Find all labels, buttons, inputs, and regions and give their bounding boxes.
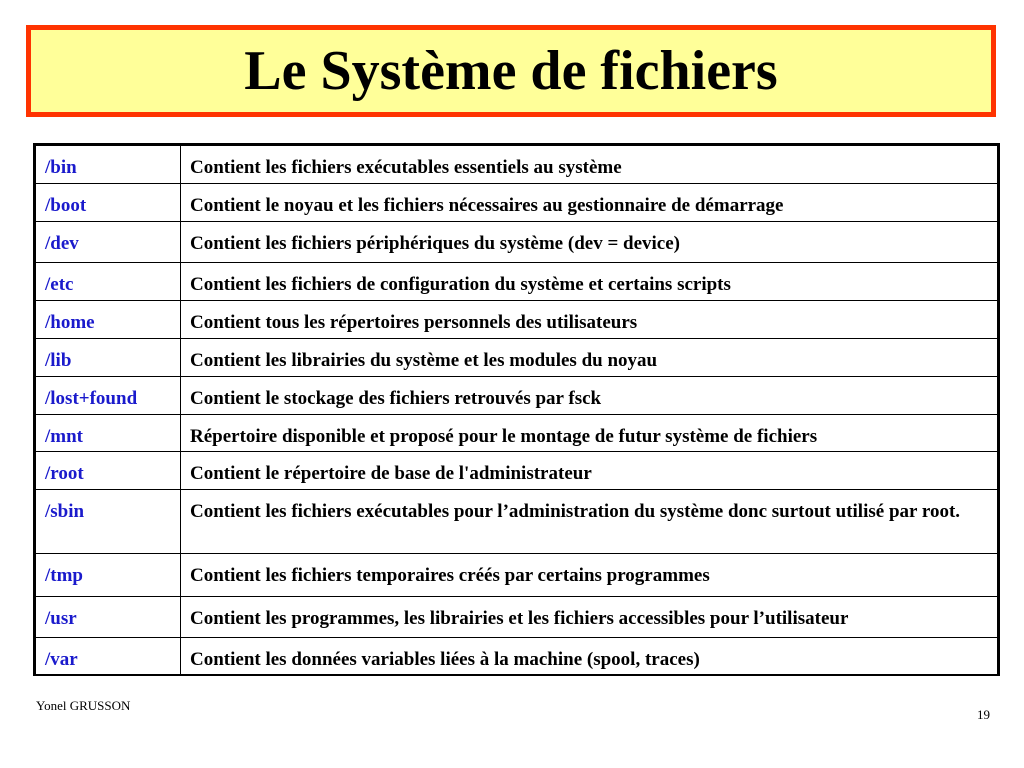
table-row (36, 490, 998, 554)
table-row (36, 638, 998, 675)
directory-description: Contient les fichiers exécutables essentiels au système (181, 146, 998, 184)
directory-description: Contient les fichiers de configuration du système et certains scripts (181, 263, 998, 301)
directory-description: Contient les données variables liées à la machine (spool, traces) (181, 638, 998, 675)
directory-name: /tmp (36, 554, 181, 597)
page-number: 19 (977, 707, 990, 722)
directory-description: Contient le noyau et les fichiers nécessaires au gestionnaire de démarrage (181, 184, 998, 222)
table-row (36, 222, 998, 263)
directory-name: /lost+found (36, 377, 181, 415)
directory-description: Contient les librairies du système et les modules du noyau (181, 339, 998, 377)
directory-name: /dev (36, 222, 181, 263)
table-row (36, 377, 998, 415)
directory-name: /etc (36, 263, 181, 301)
directory-description: Contient les fichiers temporaires créés par certains programmes (181, 554, 998, 597)
table-row (36, 184, 998, 222)
directory-name: /home (36, 301, 181, 339)
table-row (36, 301, 998, 339)
directory-description: Contient le stockage des fichiers retrouvés par fsck (181, 377, 998, 415)
footer-author: Yonel GRUSSON (36, 698, 131, 713)
table-row (36, 452, 998, 490)
directory-description: Contient tous les répertoires personnels des utilisateurs (181, 301, 998, 339)
table-row (36, 554, 998, 597)
directory-description: Contient les fichiers périphériques du système (dev = device) (181, 222, 998, 263)
table-row (36, 415, 998, 452)
directory-name: /boot (36, 184, 181, 222)
table-row (36, 597, 998, 638)
directory-name: /root (36, 452, 181, 490)
directory-name: /lib (36, 339, 181, 377)
directory-description: Répertoire disponible et proposé pour le montage de futur système de fichiers (181, 415, 998, 452)
directory-table (35, 145, 998, 675)
title-box (26, 25, 996, 117)
directory-description: Contient les programmes, les librairies et les fichiers accessibles pour l’utilisateur (181, 597, 998, 638)
table-row (36, 263, 998, 301)
table-row (36, 339, 998, 377)
table-row (36, 146, 998, 184)
directory-name: /usr (36, 597, 181, 638)
directory-name: /var (36, 638, 181, 675)
directory-table-container (33, 143, 1000, 676)
directory-name: /sbin (36, 490, 181, 554)
slide-title: Le Système de fichiers (244, 40, 778, 102)
directory-name: /bin (36, 146, 181, 184)
directory-description: Contient le répertoire de base de l'administrateur (181, 452, 998, 490)
directory-description: Contient les fichiers exécutables pour l’administration du système donc surtout utilisé par root. (181, 490, 998, 554)
directory-name: /mnt (36, 415, 181, 452)
